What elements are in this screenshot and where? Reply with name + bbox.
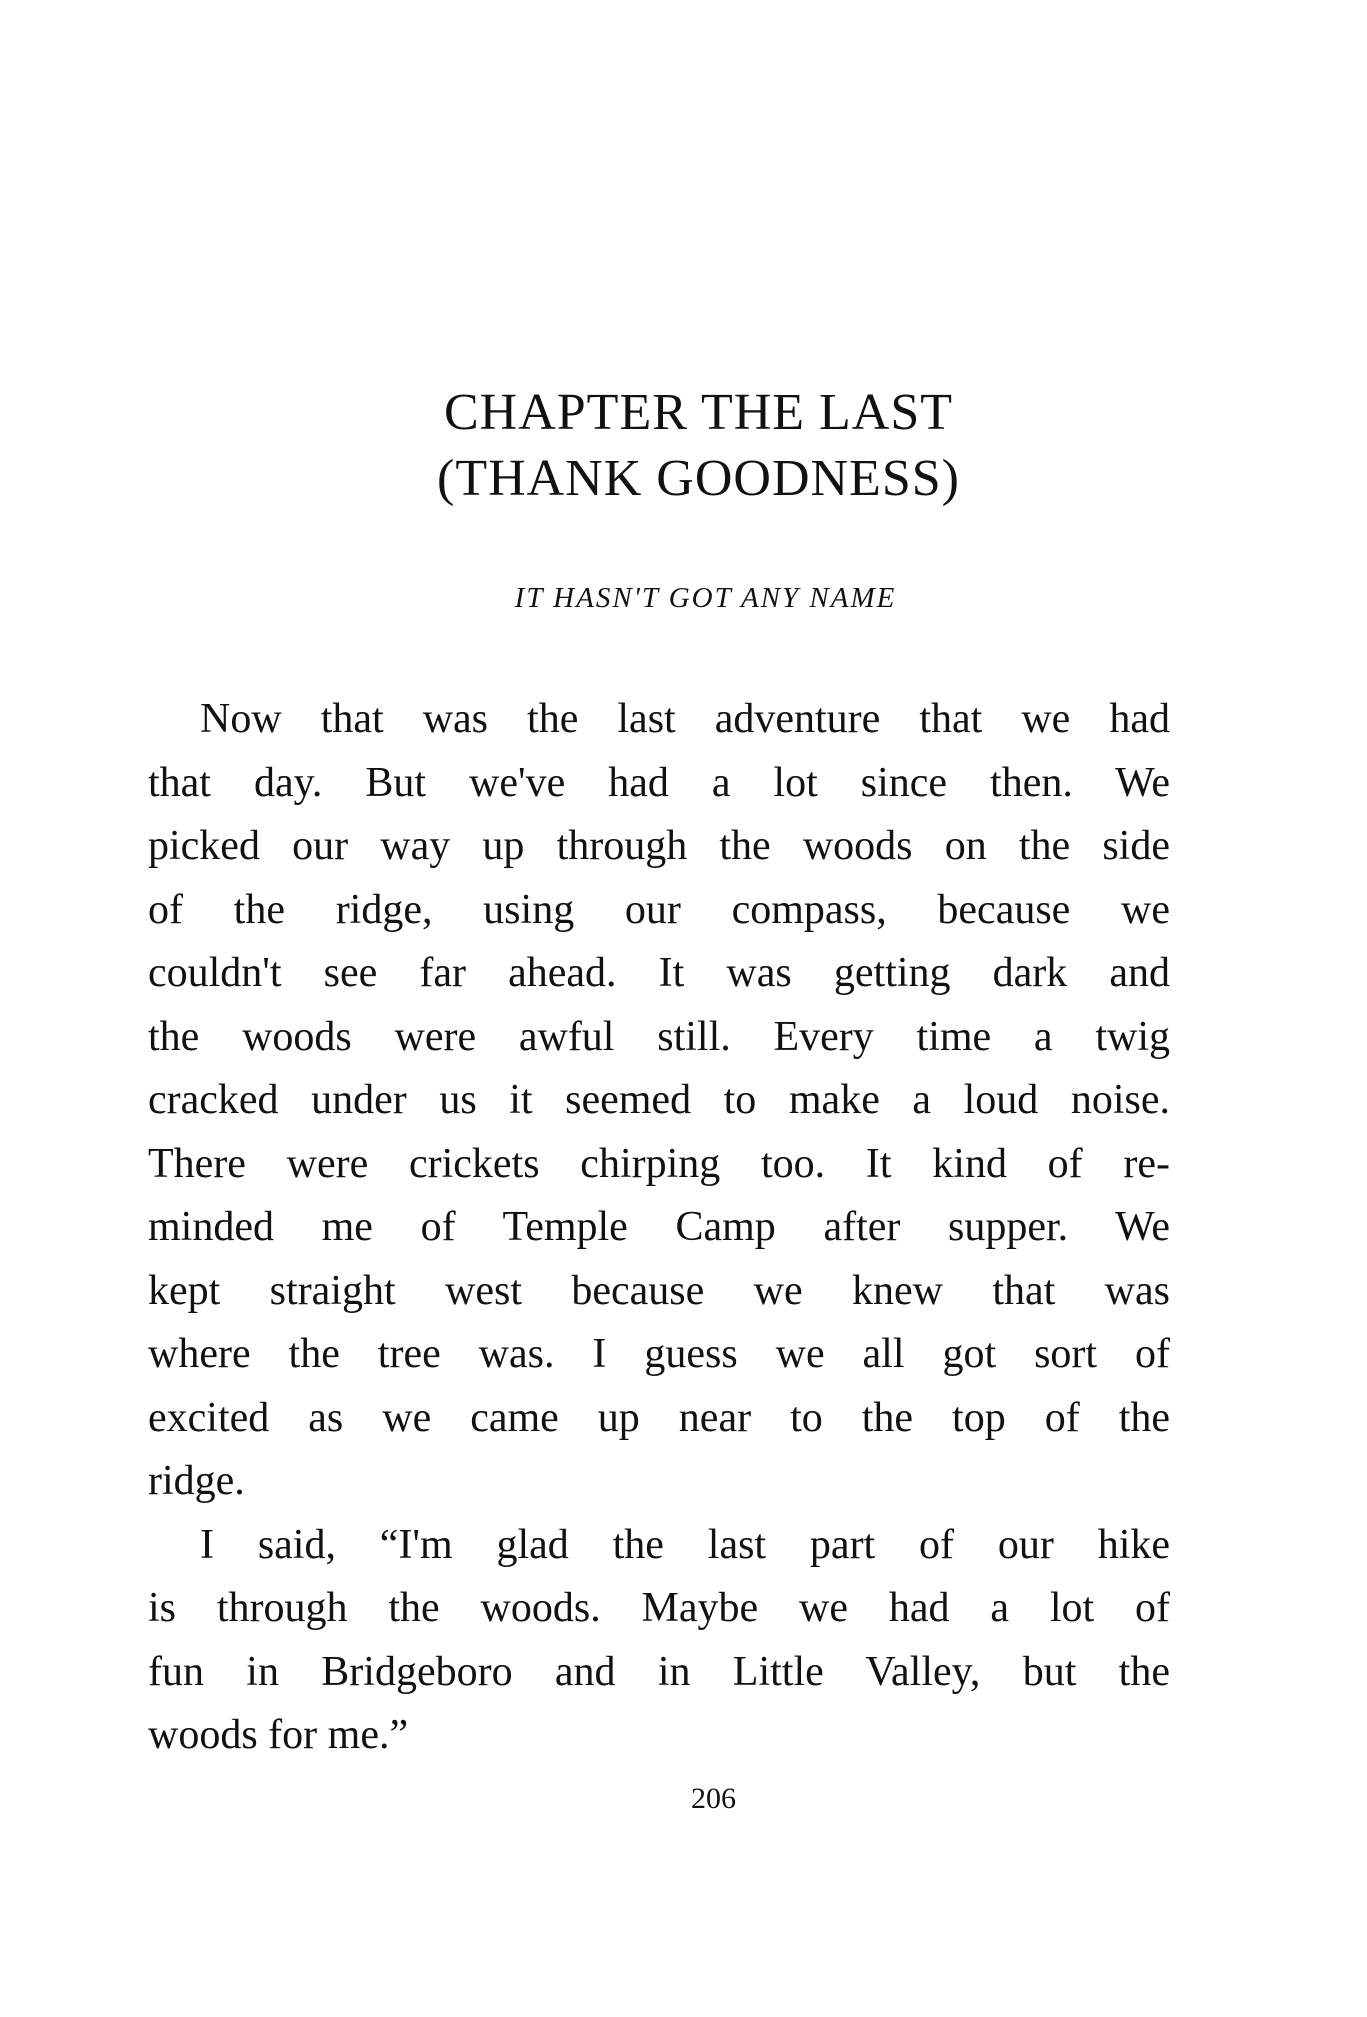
text-line: I said, “I'm glad the last part of our hike bbox=[200, 1521, 1170, 1568]
text-line: of the ridge, using our compass, because we bbox=[148, 886, 1170, 933]
text-line: cracked under us it seemed to make a loud noise. bbox=[148, 1077, 1170, 1123]
text-line: kept straight west because we knew that was bbox=[148, 1267, 1170, 1314]
body-text bbox=[148, 688, 1170, 1768]
chapter-heading bbox=[0, 380, 1367, 512]
text-line: couldn't see far ahead. It was getting dark and bbox=[148, 950, 1170, 996]
text-line: There were crickets chirping too. It kind of re- bbox=[148, 1140, 1170, 1187]
text-line: fun in Bridgeboro and in Little Valley, but the bbox=[148, 1648, 1170, 1695]
text-line: woods for me.” bbox=[148, 1712, 409, 1758]
chapter-title-line-2: (THANK GOODNESS) bbox=[437, 450, 960, 507]
paragraph-2 bbox=[148, 1514, 1170, 1768]
text-line: that day. But we've had a lot since then. We bbox=[148, 759, 1170, 806]
text-line: is through the woods. Maybe we had a lot of bbox=[148, 1585, 1170, 1631]
chapter-title-line-1: CHAPTER THE LAST bbox=[443, 384, 954, 441]
page-number: 206 bbox=[691, 1782, 736, 1815]
text-line: where the tree was. I guess we all got sort of bbox=[148, 1331, 1170, 1377]
text-line: picked our way up through the woods on the side bbox=[148, 823, 1170, 869]
text-line: minded me of Temple Camp after supper. We bbox=[148, 1204, 1170, 1250]
paragraph-1 bbox=[148, 688, 1170, 1514]
text-line: the woods were awful still. Every time a twig bbox=[148, 1013, 1170, 1060]
text-line: excited as we came up near to the top of the bbox=[148, 1394, 1170, 1441]
text-line: ridge. bbox=[148, 1458, 245, 1504]
text-line: Now that was the last adventure that we had bbox=[200, 696, 1170, 742]
chapter-subtitle: IT HASN'T GOT ANY NAME bbox=[514, 582, 897, 614]
